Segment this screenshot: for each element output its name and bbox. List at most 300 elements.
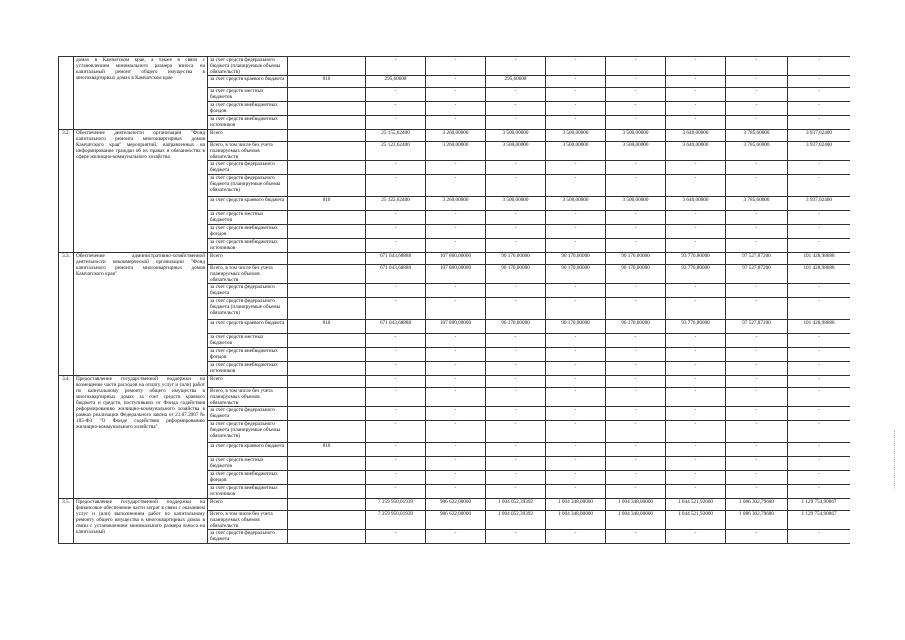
amount-cell: - <box>486 471 546 485</box>
amount-cell: - <box>666 362 726 376</box>
amount-cell: - <box>426 284 486 298</box>
amount-cell: - <box>546 388 606 407</box>
amount-cell: - <box>366 102 426 116</box>
amount-cell: 1 004 348,00000 <box>606 499 666 511</box>
amount-cell: - <box>666 376 726 388</box>
funding-source: за счет средств внебюджетных фондов <box>208 102 288 116</box>
amount-cell: - <box>726 116 788 130</box>
budget-code <box>288 175 366 197</box>
budget-code <box>288 265 366 284</box>
funding-source: за счет средств внебюджетных фондов <box>208 471 288 485</box>
amount-cell: - <box>606 211 666 225</box>
amount-cell: - <box>426 443 486 457</box>
amount-cell: 3 785,60000 <box>726 142 788 161</box>
amount-cell: - <box>726 298 788 320</box>
funding-source: Всего, в том числе без учета планируемых объемов обязательств <box>208 142 288 161</box>
amount-cell: - <box>486 376 546 388</box>
amount-cell: - <box>486 334 546 348</box>
amount-cell: 671 043,68888 <box>366 320 426 334</box>
amount-cell: - <box>726 388 788 407</box>
amount-cell: - <box>426 161 486 175</box>
amount-cell: 1 004 052,39392 <box>486 511 546 530</box>
amount-cell: - <box>426 348 486 362</box>
amount-cell: - <box>486 485 546 499</box>
amount-cell: - <box>726 485 788 499</box>
budget-code: 810 <box>288 443 366 457</box>
amount-cell: - <box>546 485 606 499</box>
amount-cell: 90 170,00000 <box>486 320 546 334</box>
funding-source: за счет средств федерального бюджета (планируемые объемы обязательств) <box>208 298 288 320</box>
amount-cell: - <box>606 239 666 253</box>
budget-code <box>288 485 366 499</box>
table-row <box>59 57 851 76</box>
amount-cell: - <box>426 334 486 348</box>
amount-cell: - <box>726 284 788 298</box>
amount-cell: - <box>366 362 426 376</box>
amount-cell: 3 937,02400 <box>788 130 851 142</box>
amount-cell: - <box>426 457 486 471</box>
amount-cell: - <box>426 471 486 485</box>
budget-code <box>288 407 366 421</box>
amount-cell: - <box>666 161 726 175</box>
amount-cell: 3 260,00000 <box>426 142 486 161</box>
amount-cell: - <box>788 211 851 225</box>
amount-cell: - <box>788 239 851 253</box>
amount-cell: - <box>366 211 426 225</box>
amount-cell: - <box>606 348 666 362</box>
amount-cell: - <box>726 421 788 443</box>
amount-cell: 101 428,98688 <box>788 320 851 334</box>
table-row <box>59 376 851 388</box>
funding-source: за счет средств внебюджетных фондов <box>208 225 288 239</box>
amount-cell: - <box>486 284 546 298</box>
amount-cell: - <box>546 421 606 443</box>
amount-cell: - <box>666 407 726 421</box>
funding-source: за счет средств внебюджетных источников <box>208 116 288 130</box>
amount-cell: 3 785,60000 <box>726 130 788 142</box>
amount-cell: - <box>666 102 726 116</box>
amount-cell: - <box>788 161 851 175</box>
amount-cell: - <box>788 175 851 197</box>
amount-cell: - <box>546 376 606 388</box>
amount-cell: - <box>666 239 726 253</box>
scan-edge-mark <box>894 430 897 490</box>
amount-cell: 3 640,00000 <box>666 142 726 161</box>
amount-cell: 97 527,87200 <box>726 253 788 265</box>
amount-cell: - <box>366 407 426 421</box>
funding-source: за счет средств краевого бюджета <box>208 320 288 334</box>
section-number <box>59 57 74 130</box>
amount-cell: - <box>606 471 666 485</box>
budget-code <box>288 130 366 142</box>
amount-cell: - <box>426 362 486 376</box>
amount-cell: - <box>366 88 426 102</box>
amount-cell: - <box>546 102 606 116</box>
amount-cell: 7 259 950,01939 <box>366 511 426 530</box>
amount-cell: - <box>366 284 426 298</box>
amount-cell: - <box>666 530 726 544</box>
budget-code <box>288 116 366 130</box>
amount-cell: 1 004 052,39392 <box>486 499 546 511</box>
amount-cell: - <box>788 457 851 471</box>
funding-source: Всего, в том числе без учета планируемых объемов обязательств <box>208 265 288 284</box>
amount-cell: - <box>606 443 666 457</box>
amount-cell: - <box>606 298 666 320</box>
amount-cell: - <box>486 388 546 407</box>
amount-cell: - <box>726 239 788 253</box>
funding-source: Всего <box>208 130 288 142</box>
amount-cell: 1 004 348,00000 <box>546 499 606 511</box>
amount-cell: 101 428,98688 <box>788 265 851 284</box>
amount-cell: - <box>788 362 851 376</box>
amount-cell: - <box>788 116 851 130</box>
amount-cell: - <box>666 298 726 320</box>
amount-cell: - <box>546 471 606 485</box>
amount-cell: 3 640,00000 <box>666 197 726 211</box>
amount-cell: 3 785,60000 <box>726 197 788 211</box>
amount-cell: - <box>366 471 426 485</box>
amount-cell: - <box>606 362 666 376</box>
amount-cell: - <box>486 161 546 175</box>
amount-cell: - <box>486 102 546 116</box>
funding-source: за счет средств федерального бюджета (планируемые объемы обязательств) <box>208 57 288 76</box>
amount-cell: - <box>426 298 486 320</box>
amount-cell: - <box>726 443 788 457</box>
funding-source: за счет средств местных бюджетов <box>208 211 288 225</box>
amount-cell: - <box>486 457 546 471</box>
program-finance-table-page <box>58 56 850 640</box>
amount-cell: - <box>486 421 546 443</box>
amount-cell: - <box>426 116 486 130</box>
amount-cell: 986 622,00000 <box>426 499 486 511</box>
amount-cell: - <box>486 211 546 225</box>
section-description: Предоставление государственной поддержки на возмещение части расходов на оплату услуг и (или) работ по капитальному ремонту общего имущества в многоквартирных домах за счет средств краевого бюджета и средств, поступивших от Фонда содействия реформированию жилищно-коммунального хозяйства в рамках реализации Федерального закона от 21.07.2007 № 185-ФЗ "О Фонде содействия реформированию жилищно-коммунального хозяйства" <box>74 376 208 499</box>
budget-code: 810 <box>288 320 366 334</box>
amount-cell: - <box>486 175 546 197</box>
amount-cell: 93 776,80000 <box>666 253 726 265</box>
amount-cell: 90 170,00000 <box>606 265 666 284</box>
amount-cell: - <box>546 530 606 544</box>
funding-source: за счет средств краевого бюджета <box>208 76 288 88</box>
budget-code <box>288 142 366 161</box>
funding-source: Всего <box>208 253 288 265</box>
amount-cell: 90 170,00000 <box>546 253 606 265</box>
amount-cell: 107 800,00000 <box>426 265 486 284</box>
funding-source: за счет средств федерального бюджета (планируемые объемы обязательств) <box>208 175 288 197</box>
amount-cell: - <box>426 102 486 116</box>
amount-cell: - <box>666 211 726 225</box>
section-number: 3.5. <box>59 499 74 544</box>
amount-cell: - <box>606 530 666 544</box>
amount-cell: 90 170,00000 <box>606 253 666 265</box>
amount-cell: - <box>666 334 726 348</box>
amount-cell: - <box>366 57 426 76</box>
amount-cell: 107 800,00000 <box>426 320 486 334</box>
funding-source: за счет средств внебюджетных источников <box>208 239 288 253</box>
budget-code: 810 <box>288 76 366 88</box>
amount-cell: - <box>606 457 666 471</box>
budget-code <box>288 253 366 265</box>
funding-source: за счет средств федерального бюджета <box>208 530 288 544</box>
budget-code <box>288 211 366 225</box>
amount-cell: - <box>666 485 726 499</box>
amount-cell: - <box>546 298 606 320</box>
amount-cell: 3 500,00000 <box>606 142 666 161</box>
funding-source: за счет средств федерального бюджета <box>208 284 288 298</box>
amount-cell: - <box>788 443 851 457</box>
amount-cell: 3 260,00000 <box>426 197 486 211</box>
amount-cell: - <box>788 57 851 76</box>
budget-code <box>288 376 366 388</box>
amount-cell: - <box>726 102 788 116</box>
amount-cell: - <box>606 388 666 407</box>
amount-cell: 1 086 302,79680 <box>726 511 788 530</box>
amount-cell: - <box>788 334 851 348</box>
amount-cell: - <box>726 175 788 197</box>
amount-cell: - <box>726 362 788 376</box>
amount-cell: - <box>426 530 486 544</box>
amount-cell: 25 155,62400 <box>366 130 426 142</box>
funding-source: за счет средств краевого бюджета <box>208 443 288 457</box>
amount-cell: - <box>366 334 426 348</box>
budget-code <box>288 102 366 116</box>
amount-cell: - <box>426 421 486 443</box>
amount-cell: - <box>788 284 851 298</box>
amount-cell: - <box>366 485 426 499</box>
amount-cell: 1 004 348,00000 <box>546 511 606 530</box>
amount-cell: 671 043,68888 <box>366 265 426 284</box>
amount-cell: 3 500,00000 <box>546 130 606 142</box>
amount-cell: - <box>606 225 666 239</box>
amount-cell: 3 500,00000 <box>546 197 606 211</box>
amount-cell: 3 260,00000 <box>426 130 486 142</box>
budget-code <box>288 348 366 362</box>
amount-cell: - <box>426 407 486 421</box>
amount-cell: 90 170,00000 <box>486 265 546 284</box>
budget-code <box>288 499 366 511</box>
amount-cell: - <box>546 407 606 421</box>
funding-source: Всего, в том числе без учета планируемых объемов обязательств <box>208 388 288 407</box>
amount-cell: - <box>606 161 666 175</box>
amount-cell: - <box>726 376 788 388</box>
funding-source: за счет средств федерального бюджета <box>208 407 288 421</box>
amount-cell: - <box>366 239 426 253</box>
amount-cell: - <box>788 88 851 102</box>
amount-cell: - <box>788 102 851 116</box>
amount-cell: - <box>546 443 606 457</box>
amount-cell: - <box>606 334 666 348</box>
amount-cell: - <box>546 116 606 130</box>
funding-source: Всего, в том числе без учета планируемых объемов обязательств <box>208 511 288 530</box>
budget-code <box>288 88 366 102</box>
amount-cell: 1 004 348,00000 <box>606 511 666 530</box>
amount-cell: - <box>426 88 486 102</box>
budget-code <box>288 239 366 253</box>
amount-cell: - <box>788 471 851 485</box>
amount-cell: - <box>788 298 851 320</box>
amount-cell: - <box>606 284 666 298</box>
budget-code <box>288 57 366 76</box>
amount-cell: - <box>366 298 426 320</box>
amount-cell: - <box>726 348 788 362</box>
amount-cell: - <box>426 239 486 253</box>
budget-code <box>288 388 366 407</box>
amount-cell: - <box>788 530 851 544</box>
section-number: 3.3. <box>59 253 74 376</box>
amount-cell: 671 043,68888 <box>366 253 426 265</box>
section-number: 3.4. <box>59 376 74 499</box>
amount-cell: 3 500,00000 <box>486 142 546 161</box>
funding-source: Всего <box>208 376 288 388</box>
amount-cell: - <box>666 116 726 130</box>
amount-cell: 90 170,00000 <box>486 253 546 265</box>
amount-cell: - <box>546 76 606 88</box>
budget-code <box>288 530 366 544</box>
amount-cell: - <box>366 376 426 388</box>
amount-cell: - <box>606 421 666 443</box>
amount-cell: 90 170,00000 <box>546 320 606 334</box>
amount-cell: - <box>606 88 666 102</box>
section-description: Обеспечение административно-хозяйственной деятельности некоммерческой организации "Фонд капитального ремонта многоквартирных домов Камчатского края" <box>74 253 208 376</box>
amount-cell: - <box>666 225 726 239</box>
budget-code <box>288 471 366 485</box>
amount-cell: 3 500,00000 <box>606 130 666 142</box>
amount-cell: 1 129 754,90867 <box>788 499 851 511</box>
amount-cell: - <box>546 57 606 76</box>
amount-cell: - <box>606 116 666 130</box>
amount-cell: - <box>426 211 486 225</box>
amount-cell: - <box>366 530 426 544</box>
amount-cell: - <box>666 443 726 457</box>
amount-cell: 90 170,00000 <box>546 265 606 284</box>
amount-cell: - <box>726 161 788 175</box>
amount-cell: - <box>726 334 788 348</box>
amount-cell: - <box>726 211 788 225</box>
amount-cell: - <box>486 225 546 239</box>
section-number: 3.2. <box>59 130 74 253</box>
funding-source: Всего <box>208 499 288 511</box>
amount-cell: - <box>546 362 606 376</box>
budget-code <box>288 161 366 175</box>
budget-code <box>288 284 366 298</box>
amount-cell: - <box>366 116 426 130</box>
amount-cell: 295,60608 <box>486 76 546 88</box>
amount-cell: - <box>788 376 851 388</box>
amount-cell: - <box>788 485 851 499</box>
amount-cell: - <box>788 388 851 407</box>
amount-cell: - <box>666 88 726 102</box>
amount-cell: 3 640,00000 <box>666 130 726 142</box>
funding-source: за счет средств местных бюджетов <box>208 88 288 102</box>
funding-source: за счет средств внебюджетных источников <box>208 485 288 499</box>
amount-cell: - <box>726 530 788 544</box>
amount-cell: - <box>546 457 606 471</box>
budget-code <box>288 457 366 471</box>
amount-cell: - <box>426 76 486 88</box>
amount-cell: - <box>486 116 546 130</box>
amount-cell: 90 170,00000 <box>606 320 666 334</box>
funding-source: за счет средств федерального бюджета <box>208 161 288 175</box>
amount-cell: - <box>426 485 486 499</box>
amount-cell: - <box>546 334 606 348</box>
amount-cell: - <box>726 225 788 239</box>
budget-code <box>288 334 366 348</box>
amount-cell: - <box>726 457 788 471</box>
amount-cell: - <box>366 421 426 443</box>
amount-cell: - <box>486 57 546 76</box>
funding-source: за счет средств местных бюджетов <box>208 334 288 348</box>
amount-cell: - <box>546 239 606 253</box>
amount-cell: - <box>726 76 788 88</box>
amount-cell: - <box>666 388 726 407</box>
amount-cell: - <box>486 239 546 253</box>
amount-cell: 3 500,00000 <box>486 130 546 142</box>
amount-cell: - <box>666 457 726 471</box>
amount-cell: - <box>726 471 788 485</box>
amount-cell: - <box>366 161 426 175</box>
section-description: домах в Камчатском крае, а также в связи с установлением минимального размера взноса на капитальный ремонт общего имущества в многоквартирных домах в Камчатском крае <box>74 57 208 130</box>
budget-code <box>288 298 366 320</box>
amount-cell: 1 044 521,92000 <box>666 499 726 511</box>
amount-cell: 7 259 950,01939 <box>366 499 426 511</box>
amount-cell: - <box>788 348 851 362</box>
amount-cell: 295,60608 <box>366 76 426 88</box>
amount-cell: 93 776,80000 <box>666 320 726 334</box>
budget-code <box>288 421 366 443</box>
amount-cell: - <box>546 225 606 239</box>
amount-cell: 25 122,62400 <box>366 197 426 211</box>
amount-cell: - <box>666 471 726 485</box>
amount-cell: - <box>666 57 726 76</box>
amount-cell: - <box>788 421 851 443</box>
budget-code <box>288 225 366 239</box>
funding-source: за счет средств федерального бюджета (планируемые объемы обязательств) <box>208 421 288 443</box>
amount-cell: 3 937,02400 <box>788 142 851 161</box>
amount-cell: - <box>486 407 546 421</box>
amount-cell: - <box>726 407 788 421</box>
amount-cell: 1 044 521,92000 <box>666 511 726 530</box>
amount-cell: 1 086 302,79680 <box>726 499 788 511</box>
amount-cell: - <box>606 407 666 421</box>
amount-cell: - <box>788 407 851 421</box>
amount-cell: - <box>606 76 666 88</box>
amount-cell: - <box>486 348 546 362</box>
amount-cell: - <box>788 76 851 88</box>
section-description: Предоставление государственной поддержки на финансовое обеспечение части затрат в связи с оказанием услуг и (или) выполнением работ по капитальному ремонту общего имущества в многоквартирных домах в связи с установлением минимального размера взноса на капитальный <box>74 499 208 544</box>
amount-cell: - <box>726 88 788 102</box>
amount-cell: - <box>546 88 606 102</box>
amount-cell: - <box>366 457 426 471</box>
amount-cell: - <box>606 175 666 197</box>
amount-cell: - <box>606 57 666 76</box>
amount-cell: - <box>546 211 606 225</box>
amount-cell: - <box>486 362 546 376</box>
amount-cell: 3 500,00000 <box>486 197 546 211</box>
amount-cell: - <box>366 388 426 407</box>
amount-cell: - <box>366 225 426 239</box>
amount-cell: - <box>666 284 726 298</box>
amount-cell: - <box>788 225 851 239</box>
budget-code: 810 <box>288 197 366 211</box>
amount-cell: - <box>426 57 486 76</box>
amount-cell: 97 527,87200 <box>726 265 788 284</box>
funding-source: за счет средств краевого бюджета <box>208 197 288 211</box>
amount-cell: - <box>666 348 726 362</box>
budget-code <box>288 362 366 376</box>
amount-cell: - <box>486 443 546 457</box>
amount-cell: 107 800,00000 <box>426 253 486 265</box>
amount-cell: - <box>606 102 666 116</box>
